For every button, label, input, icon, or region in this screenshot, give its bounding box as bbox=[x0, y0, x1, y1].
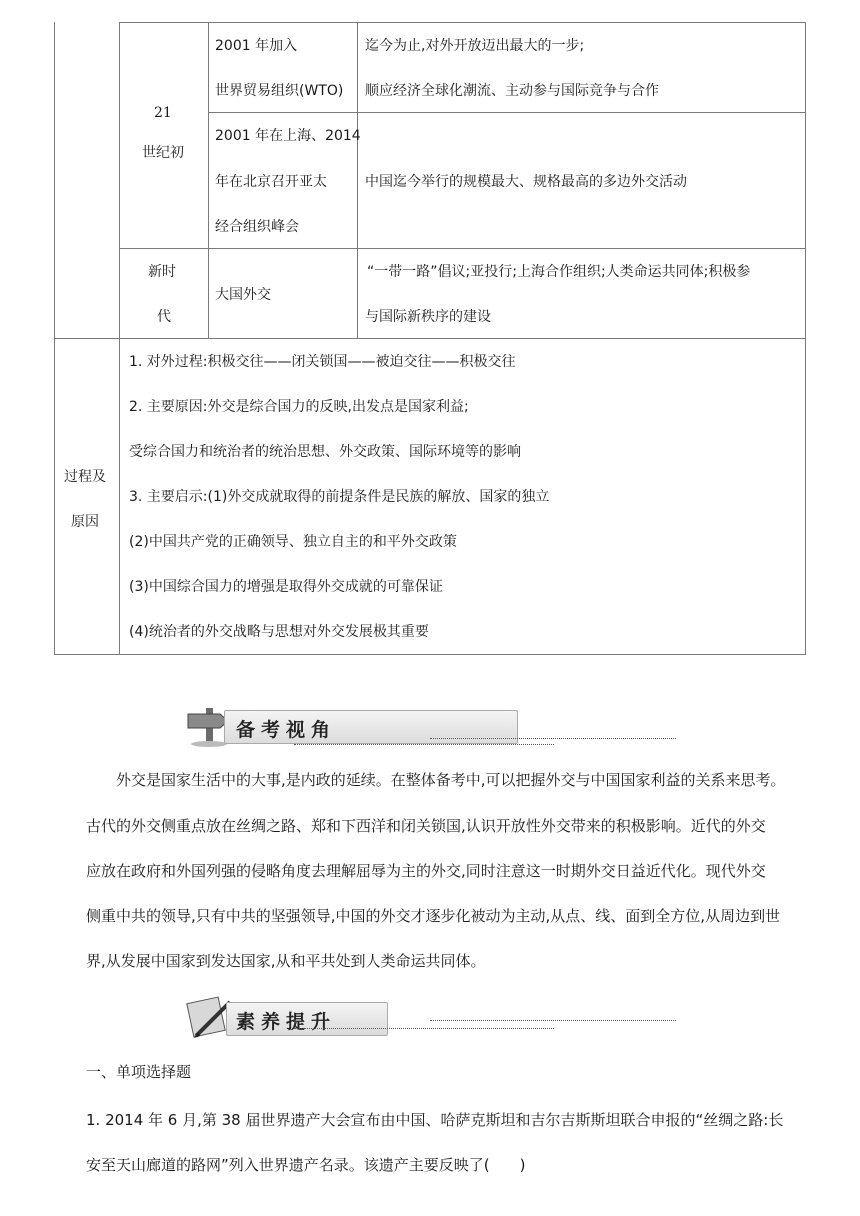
wto-event-line2: 世界贸易组织(WTO) bbox=[215, 83, 344, 99]
section-banner-beikao bbox=[184, 702, 684, 748]
period-21-label: 世纪初 bbox=[142, 145, 184, 161]
paragraph-line: 应放在政府和外国列强的侵略角度去理解屈辱为主的外交,同时注意这一时期外交日益近代化。现代外交 bbox=[86, 862, 766, 880]
paragraph-line: 界,从发展中国家到发达国家,从和平共处到人类命运共同体。 bbox=[86, 952, 486, 970]
process-line: 受综合国力和统治者的统治思想、外交政策、国际环境等的影响 bbox=[129, 444, 521, 460]
wto-event-line1: 2001 年加入 bbox=[215, 38, 298, 54]
new-era-significance-line2: 与国际新秩序的建设 bbox=[365, 309, 491, 325]
section-title: 备考视角 bbox=[236, 719, 337, 741]
period-21-number: 21 bbox=[154, 105, 172, 121]
process-label-line2: 原因 bbox=[71, 514, 99, 530]
section-title: 素养提升 bbox=[236, 1011, 337, 1033]
dotted-rule bbox=[294, 744, 554, 745]
paragraph-line: 古代的外交侧重点放在丝绸之路、郑和下西洋和闭关锁国,认识开放性外交带来的积极影响。近代的外交 bbox=[86, 817, 766, 835]
dotted-rule bbox=[430, 1020, 676, 1021]
wto-significance-line1: 迄今为止,对外开放迈出最大的一步; bbox=[365, 38, 585, 54]
period-new-era-line1: 新时 bbox=[148, 264, 176, 280]
dotted-rule bbox=[294, 1028, 554, 1029]
process-line: 3. 主要启示:(1)外交成就取得的前提条件是民族的解放、国家的独立 bbox=[129, 489, 550, 505]
apec-event-line1: 2001 年在上海、2014 bbox=[215, 128, 361, 144]
question-1-line1: 1. 2014 年 6 月,第 38 届世界遗产大会宣布由中国、哈萨克斯坦和吉尔吉斯斯坦联合申报的“丝绸之路:长 bbox=[86, 1111, 784, 1129]
section-banner-suyang bbox=[184, 994, 684, 1040]
paragraph-line: 侧重中共的领导,只有中共的坚强领导,中国的外交才逐步化被动为主动,从点、线、面到全方位,从周边到世 bbox=[86, 907, 781, 925]
wto-significance-line2: 顺应经济全球化潮流、主动参与国际竞争与合作 bbox=[365, 83, 659, 99]
process-line: 2. 主要原因:外交是综合国力的反映,出发点是国家利益; bbox=[129, 399, 469, 415]
question-1-line2: 安至天山廊道的路网”列入世界遗产名录。该遗产主要反映了( ) bbox=[86, 1156, 526, 1174]
process-line: (4)统治者的外交战略与思想对外交发展极其重要 bbox=[129, 624, 429, 640]
apec-event-line3: 经合组织峰会 bbox=[215, 219, 299, 235]
apec-significance: 中国迄今举行的规模最大、规格最高的多边外交活动 bbox=[365, 174, 687, 190]
new-era-significance-line1: “一带一路”倡议;亚投行;上海合作组织;人类命运共同体;积极参 bbox=[367, 264, 751, 280]
paragraph-line: 外交是国家生活中的大事,是内政的延续。在整体备考中,可以把握外交与中国国家利益的关系来思考。 bbox=[116, 771, 786, 789]
process-line: (3)中国综合国力的增强是取得外交成就的可靠保证 bbox=[129, 579, 443, 595]
process-line: (2)中国共产党的正确领导、独立自主的和平外交政策 bbox=[129, 534, 457, 550]
process-label-line1: 过程及 bbox=[64, 469, 106, 485]
process-line: 1. 对外过程:积极交往——闭关锁国——被迫交往——积极交往 bbox=[129, 354, 516, 370]
apec-event-line2: 年在北京召开亚太 bbox=[215, 174, 327, 190]
question-section-heading: 一、单项选择题 bbox=[86, 1063, 192, 1081]
period-new-era-line2: 代 bbox=[157, 309, 171, 325]
dotted-rule bbox=[430, 738, 676, 739]
new-era-event: 大国外交 bbox=[215, 287, 271, 303]
